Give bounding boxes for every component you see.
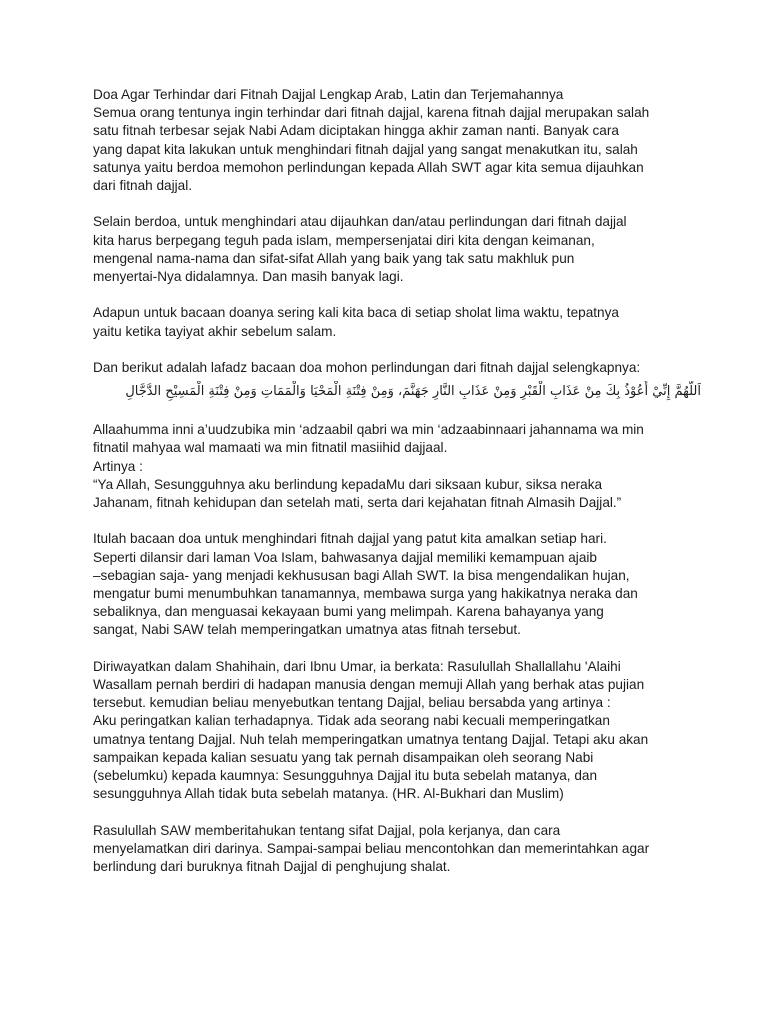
paragraph-diriwayatkan xyxy=(93,658,683,804)
paragraph-lafadz-intro xyxy=(93,359,683,377)
text-line: berlindung dari buruknya fitnah Dajjal di penghujung shalat. xyxy=(93,859,451,875)
text-line: yaitu ketika tayiyat akhir sebelum salam. xyxy=(93,323,337,339)
text-line: Adapun untuk bacaan doanya sering kali kita baca di setiap sholat lima waktu, tepatnya xyxy=(93,305,619,321)
text-line: Aku peringatkan kalian terhadapnya. Tidak ada seorang nabi kecuali memperingatkan xyxy=(93,713,610,729)
translation-line: Jahanam, fitnah kehidupan dan setelah mati, serta dari kejahatan fitnah Almasih Dajjal.” xyxy=(93,495,622,511)
text-line: yang dapat kita lakukan untuk menghindari fitnah dajjal yang sangat menakutkan itu, salah xyxy=(93,141,638,157)
text-line: menyertai-Nya didalamnya. Dan masih banyak lagi. xyxy=(93,269,404,285)
text-line: menyelamatkan diri darinya. Sampai-sampai beliau mencontohkan dan memerintahkan agar xyxy=(93,840,650,856)
text-line: sebaliknya, dan menguasai kekayaan bumi yang melimpah. Karena bahayanya yang xyxy=(93,604,604,620)
paragraph-adapun xyxy=(93,304,683,340)
text-line: (sebelumku) kepada kaumnya: Sesungguhnya Dajjal itu buta sebelah matanya, dan xyxy=(93,768,598,784)
paragraph-selain-berdoa xyxy=(93,213,683,286)
text-line: Semua orang tentunya ingin terhindar dari fitnah dajjal, karena fitnah dajjal merupakan salah xyxy=(93,105,650,121)
text-line: sangat, Nabi SAW telah memperingatkan umatnya atas fitnah tersebut. xyxy=(93,622,521,638)
document-title: Doa Agar Terhindar dari Fitnah Dajjal Lengkap Arab, Latin dan Terjemahannya xyxy=(93,87,564,102)
text-line: Selain berdoa, untuk menghindari atau dijauhkan dan/atau perlindungan dari fitnah dajjal xyxy=(93,214,627,230)
text-line: satu fitnah terbesar sejak Nabi Adam diciptakan hingga akhir zaman nanti. Banyak cara xyxy=(93,123,619,139)
transliteration-line: fitnatil mahyaa wal mamaati wa min fitnatil masiihid dajjaal. xyxy=(93,440,448,456)
text-line: Rasulullah SAW memberitahukan tentang sifat Dajjal, pola kerjanya, dan cara xyxy=(93,822,561,838)
text-line: Diriwayatkan dalam Shahihain, dari Ibnu Umar, ia berkata: Rasulullah Shallallahu 'Alaihi xyxy=(93,658,621,674)
paragraph-transliteration xyxy=(93,421,683,512)
paragraph-rasulullah xyxy=(93,822,683,877)
text-line: Seperti dilansir dari laman Voa Islam, bahwasanya dajjal memiliki kemampuan ajaib xyxy=(93,549,597,565)
paragraph-itulah xyxy=(93,530,683,639)
transliteration-line: Allaahumma inni a’uudzubika min ‘adzaabil qabri wa min ‘adzaabinnaari jahannama wa min xyxy=(93,422,644,438)
text-line: Wasallam pernah berdiri di hadapan manusia dengan memuji Allah yang berhak atas pujian xyxy=(93,677,645,693)
document-body xyxy=(93,86,701,894)
text-line: Dan berikut adalah lafadz bacaan doa mohon perlindungan dari fitnah dajjal selengkapnya: xyxy=(93,360,641,375)
text-line: –sebagian saja- yang menjadi kekhususan bagi Allah SWT. Ia bisa mengendalikan hujan, xyxy=(93,567,630,583)
text-line: kita harus berpegang teguh pada islam, mempersenjatai diri kita dengan keimanan, xyxy=(93,232,595,248)
text-line: sesungguhnya Allah tidak buta sebelah matanya. (HR. Al-Bukhari dan Muslim) xyxy=(93,786,564,802)
text-line: Itulah bacaan doa untuk menghindari fitnah dajjal yang patut kita amalkan setiap hari. xyxy=(93,531,607,547)
text-line: mengenal nama-nama dan sifat-sifat Allah yang baik yang tak satu makhluk pun xyxy=(93,250,575,266)
text-line: sampaikan kepada kalian sesuatu yang tak pernah disampaikan oleh seorang Nabi xyxy=(93,749,594,765)
text-line: dari fitnah dajjal. xyxy=(93,178,192,194)
text-line: tersebut. kemudian beliau menyebutkan tentang Dajjal, beliau bersabda yang artinya : xyxy=(93,695,611,711)
translation-line: “Ya Allah, Sesungguhnya aku berlindung kepadaMu dari siksaan kubur, siksa neraka xyxy=(93,476,603,492)
arabic-prayer-text: اَللَّهُمَّ إِنِّيْ أَعُوْذُ بِكَ مِنْ عَذَابِ الْقَبْرِ وَمِنْ عَذَابِ النَّارِ جَهَنَّمَ، وَمِنْ فِتْنَةِ الْمَحْيَا وَالْمَمَاتِ وَمِنْ فِتْنَةِ الْمَسِيْحِ الدَّجَّالِ xyxy=(125,384,701,400)
text-line: mengatur bumi menumbuhkan tanamannya, membawa surga yang hakikatnya neraka dan xyxy=(93,586,638,602)
text-line: satunya yaitu berdoa memohon perlindungan kepada Allah SWT agar kita semua dijauhkan xyxy=(93,159,644,175)
text-line: umatnya tentang Dajjal. Nuh telah memperingatkan umatnya tentang Dajjal. Tetapi aku akan xyxy=(93,731,649,747)
paragraph-intro xyxy=(93,86,683,195)
translation-label: Artinya : xyxy=(93,458,143,474)
